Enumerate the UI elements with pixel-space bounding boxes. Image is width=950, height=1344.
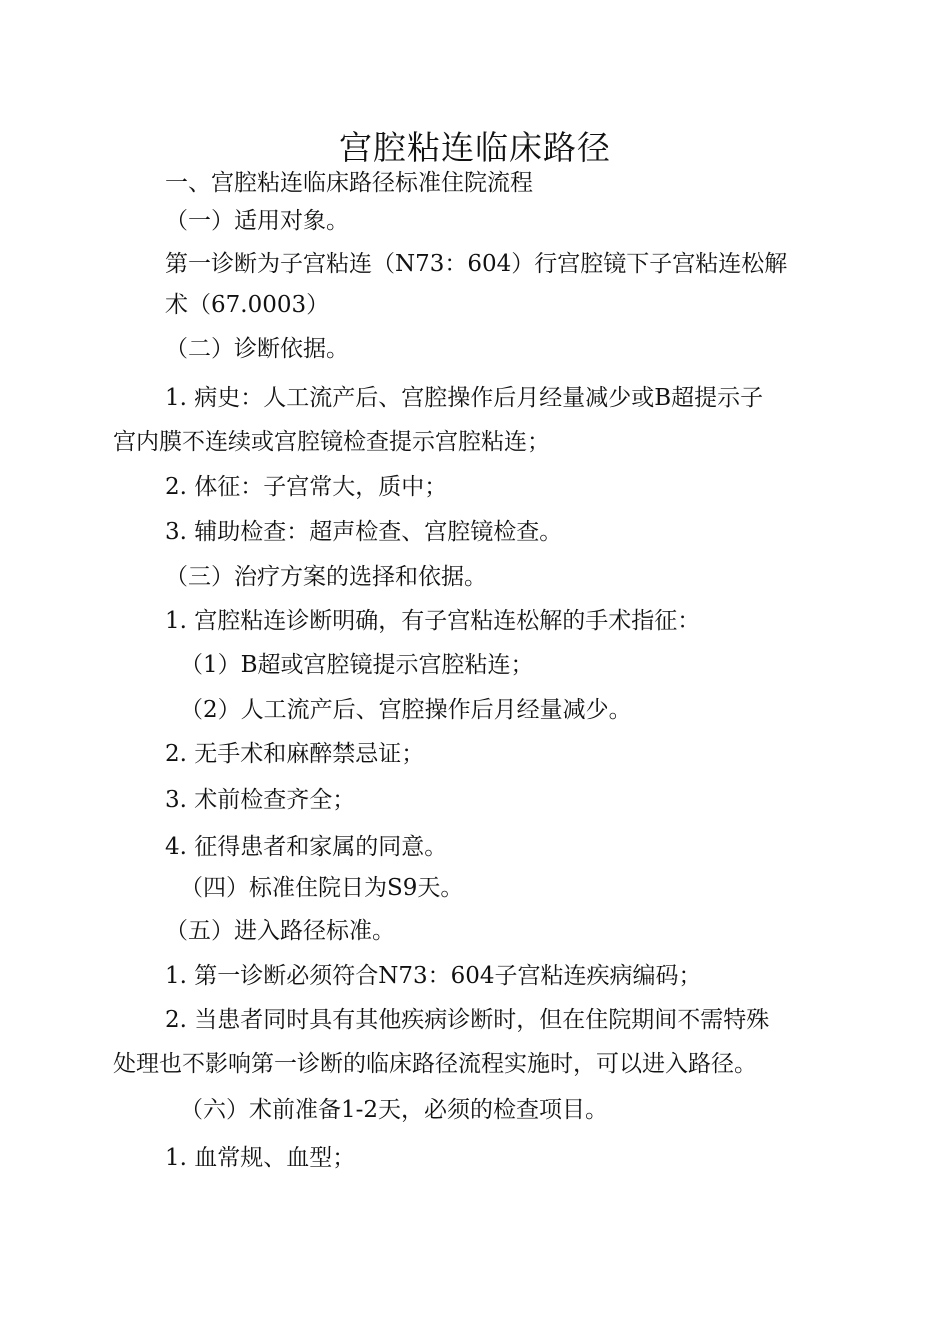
list-item-continuation: 宫内膜不连续或宫腔镜检查提示宫腔粘连； xyxy=(113,429,550,455)
list-item: 1. 血常规、血型； xyxy=(165,1145,356,1171)
list-item: 1. 第一诊断必须符合N73：604子宫粘连疾病编码； xyxy=(165,963,702,989)
subsection-heading-hospital-days: （四）标准住院日为S9天。 xyxy=(180,875,464,901)
sub-list-item: （2）人工流产后、宫腔操作后月经量减少。 xyxy=(180,697,632,723)
paragraph-line: 第一诊断为子宫粘连（N73：604）行宫腔镜下子宫粘连松解 xyxy=(165,251,788,277)
list-item: 4. 征得患者和家属的同意。 xyxy=(165,834,448,860)
list-item: 3. 术前检查齐全； xyxy=(165,787,356,813)
subsection-heading-diagnosis: （二）诊断依据。 xyxy=(165,336,349,362)
subsection-heading-preop: （六）术前准备1-2天，必须的检查项目。 xyxy=(180,1097,609,1123)
list-item: 1. 宫腔粘连诊断明确，有子宫粘连松解的手术指征： xyxy=(165,608,701,634)
subsection-heading-applicable: （一）适用对象。 xyxy=(165,208,349,234)
document-title: 宫腔粘连临床路径 xyxy=(339,128,611,168)
list-item-continuation: 处理也不影响第一诊断的临床路径流程实施时，可以进入路径。 xyxy=(113,1051,757,1077)
sub-list-item: （1）B超或宫腔镜提示宫腔粘连； xyxy=(180,652,534,678)
paragraph-line: 术（67.0003） xyxy=(165,292,330,318)
subsection-heading-entry: （五）进入路径标准。 xyxy=(165,918,395,944)
list-item: 2. 无手术和麻醉禁忌证； xyxy=(165,741,425,767)
subsection-heading-treatment: （三）治疗方案的选择和依据。 xyxy=(165,564,487,590)
list-item: 2. 体征：子宫常大，质中； xyxy=(165,474,448,500)
list-item: 2. 当患者同时具有其他疾病诊断时，但在住院期间不需特殊 xyxy=(165,1007,770,1033)
list-item: 3. 辅助检查：超声检查、宫腔镜检查。 xyxy=(165,519,563,545)
section-heading-1: 一、宫腔粘连临床路径标准住院流程 xyxy=(165,170,533,196)
list-item: 1. 病史：人工流产后、宫腔操作后月经量减少或B超提示子 xyxy=(165,385,764,411)
